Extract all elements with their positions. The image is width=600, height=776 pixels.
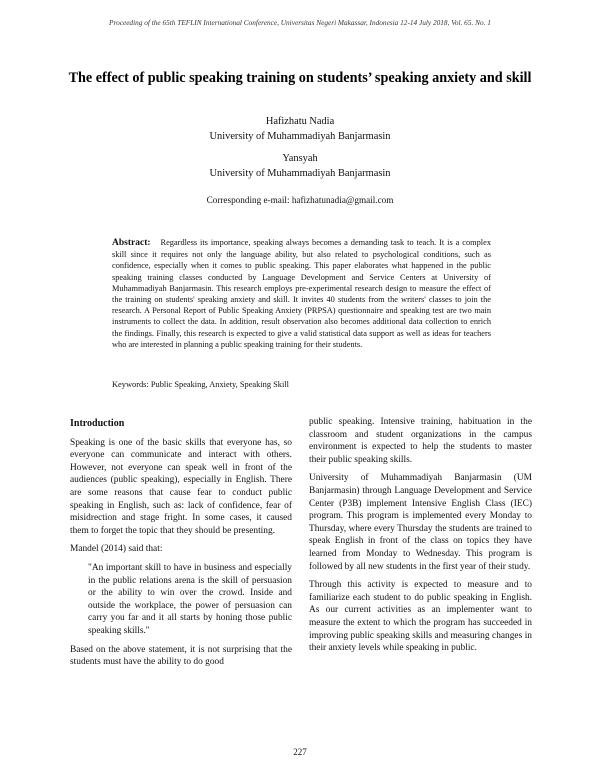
corresponding-email: Corresponding e-mail: hafizhatunadia@gmail.com [206,195,394,205]
paragraph: Mandel (2014) said that: [70,544,163,555]
paper-title: The effect of public speaking training on students’ speaking anxiety and skill [68,70,532,86]
abstract [112,237,491,350]
author-block-1 [0,114,600,144]
keywords: Keywords: Public Speaking, Anxiety, Speaking Skill [112,380,289,389]
block-quote: "An important skill to have in business and especially in the public relations arena is the skill of persuasion or the ability to win over the crowd. Inside and outside the workplace, the power of persuasion can carry you far and it all starts by honing those public speaking skills." [88,562,292,636]
paragraph: public speaking. Intensive training, habituation in the classroom and student organizations in the campus environment is expected to help the students to master their public speaking skills. [309,417,532,465]
author-name: Hafizhatu Nadia [265,116,335,127]
paragraph: University of Muhammadiyah Banjarmasin (UM Banjarmasin) through Language Development and Service Center (P3B) implement Intensive English Class (IEC) program. This program is implemented every Monday to Thursday, where every Thursday the students are trained to speak English in front of the class on topics they have learned from Monday to Wednesday. This program is followed by all new students in the first year of their study. [309,473,532,572]
abstract-label: Abstract: [112,238,151,248]
page-number: 227 [293,747,307,757]
right-column [309,416,532,661]
abstract-text: Regardless its importance, speaking always becomes a demanding task to teach. It is a complex skill since it requires not only the language ability, but also related to psychological conditions, such as confidence, especially when it comes to public speaking. This paper elaborates what happened in the public speaking training classes conducted by Language Development and Service Centers at University of Muhammadiyah Banjarmasin. This research employs pre-experimental research design to measure the effect of the training on students' speaking anxiety and skill. It invites 40 students from the writers' classes to join the research. A Personal Report of Public Speaking Anxiety (PRPSA) questionnaire and speaking test are two main instruments to collect the data. In addition, result observation also becomes additional data collection to enrich the findings. Finally, this research is expected to give a valid statistical data support as well as ideas for teachers who are interested in planning a public speaking training for their students. [112,238,491,349]
left-column [70,418,292,675]
author-affiliation: University of Muhammadiyah Banjarmasin [209,168,391,179]
running-header: Proceeding of the 65th TEFLIN International Conference, Universitas Negeri Makassar, Indonesia 12-14 July 2018, Vol. 65. No. 1 [109,18,491,27]
author-name: Yansyah [282,153,318,164]
paragraph: Based on the above statement, it is not surprising that the students must have the ability to do good [70,644,292,668]
author-affiliation: University of Muhammadiyah Banjarmasin [209,131,391,142]
paragraph: Speaking is one of the basic skills that everyone has, so everyone can communicate and interact with others. However, not everyone can speak well in front of the audiences (public speaking), especially in English. There are some reasons that cause fear to conduct public speaking in English, such as: lack of confidence, fear of misidrection and stage fright. In some cases, it caused them to forget the topic that they should be presenting. [70,437,292,536]
paragraph: Through this activity is expected to measure and to familiarize each student to do public speaking in English. As our current activities as an implementer want to measure the extent to which the program has succeeded in improving public speaking skills and measuring changes in their anxiety levels while speaking in public. [309,580,532,654]
section-title-introduction: Introduction [70,418,125,429]
author-block-2 [0,151,600,181]
